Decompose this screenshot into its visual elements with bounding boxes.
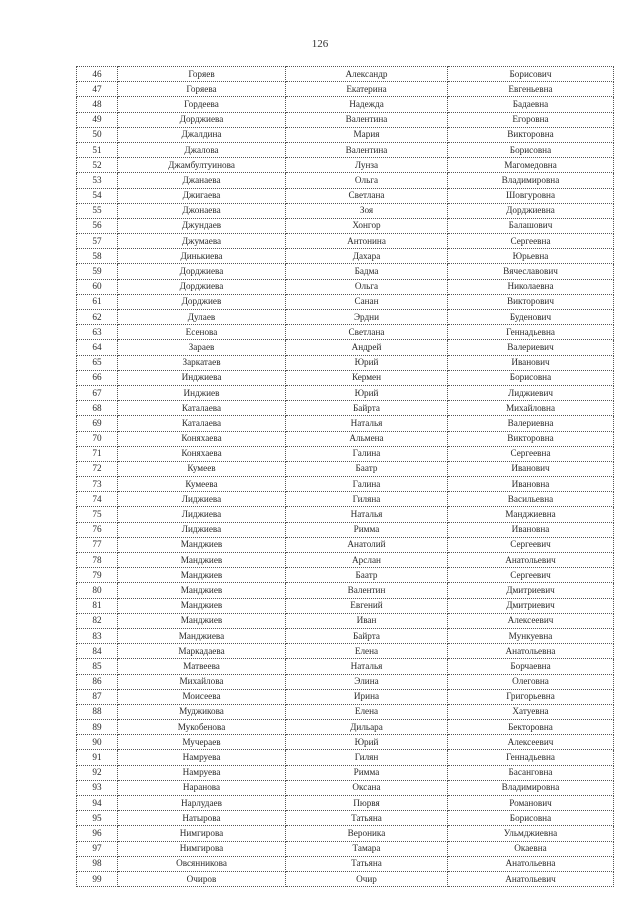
first-name-cell: Татьяна	[286, 856, 448, 871]
table-row	[77, 689, 614, 704]
first-name-cell: Дильара	[286, 720, 448, 735]
patronymic-cell: Алексеевич	[448, 735, 614, 750]
row-number: 92	[77, 765, 118, 780]
patronymic-cell: Егоровна	[448, 112, 614, 127]
surname-cell: Натырова	[118, 811, 286, 826]
first-name-cell: Байрта	[286, 628, 448, 643]
table-row	[77, 522, 614, 537]
table-row	[77, 704, 614, 719]
table-row	[77, 659, 614, 674]
surname-cell: Дорджиева	[118, 264, 286, 279]
patronymic-cell: Ульмджиевна	[448, 826, 614, 841]
surname-cell: Намруева	[118, 750, 286, 765]
patronymic-cell: Владимировна	[448, 173, 614, 188]
surname-cell: Дулаев	[118, 310, 286, 325]
row-number: 82	[77, 613, 118, 628]
first-name-cell: Очир	[286, 871, 448, 886]
table-row	[77, 173, 614, 188]
table-row	[77, 826, 614, 841]
row-number: 54	[77, 188, 118, 203]
row-number: 89	[77, 720, 118, 735]
surname-cell: Матвеева	[118, 659, 286, 674]
row-number: 62	[77, 310, 118, 325]
first-name-cell: Санан	[286, 294, 448, 309]
first-name-cell: Светлана	[286, 188, 448, 203]
first-name-cell: Юрий	[286, 735, 448, 750]
first-name-cell: Баатр	[286, 461, 448, 476]
table-row	[77, 461, 614, 476]
first-name-cell: Римма	[286, 522, 448, 537]
patronymic-cell: Романович	[448, 796, 614, 811]
surname-cell: Манджиев	[118, 537, 286, 552]
surname-cell: Нимгирова	[118, 826, 286, 841]
row-number: 46	[77, 67, 118, 82]
table-row	[77, 856, 614, 871]
table-row	[77, 249, 614, 264]
table-row	[77, 416, 614, 431]
row-number: 71	[77, 446, 118, 461]
surname-cell: Кумеев	[118, 461, 286, 476]
surname-cell: Михайлова	[118, 674, 286, 689]
patronymic-cell: Басанговна	[448, 765, 614, 780]
row-number: 57	[77, 234, 118, 249]
surname-cell: Лиджиева	[118, 522, 286, 537]
first-name-cell: Иван	[286, 613, 448, 628]
surname-cell: Кумеева	[118, 477, 286, 492]
patronymic-cell: Балашович	[448, 218, 614, 233]
surname-cell: Моисеева	[118, 689, 286, 704]
surname-cell: Мучераев	[118, 735, 286, 750]
patronymic-cell: Вячеславович	[448, 264, 614, 279]
row-number: 68	[77, 401, 118, 416]
table-row	[77, 841, 614, 856]
row-number: 52	[77, 158, 118, 173]
row-number: 96	[77, 826, 118, 841]
table-row	[77, 583, 614, 598]
row-number: 64	[77, 340, 118, 355]
first-name-cell: Хонгор	[286, 218, 448, 233]
surname-cell: Джамбултуинова	[118, 158, 286, 173]
patronymic-cell: Валериевич	[448, 340, 614, 355]
row-number: 74	[77, 492, 118, 507]
first-name-cell: Татьяна	[286, 811, 448, 826]
patronymic-cell: Олеговна	[448, 674, 614, 689]
table-row	[77, 325, 614, 340]
row-number: 50	[77, 127, 118, 142]
row-number: 99	[77, 871, 118, 886]
table-row	[77, 188, 614, 203]
row-number: 59	[77, 264, 118, 279]
patronymic-cell: Михайловна	[448, 401, 614, 416]
surname-cell: Джанаева	[118, 173, 286, 188]
surname-cell: Манджиев	[118, 568, 286, 583]
surname-cell: Каталаева	[118, 416, 286, 431]
patronymic-cell: Викторовна	[448, 127, 614, 142]
patronymic-cell: Манджиевна	[448, 507, 614, 522]
row-number: 65	[77, 355, 118, 370]
patronymic-cell: Сергеевич	[448, 568, 614, 583]
table-row	[77, 127, 614, 142]
first-name-cell: Елена	[286, 704, 448, 719]
row-number: 81	[77, 598, 118, 613]
first-name-cell: Оксана	[286, 780, 448, 795]
patronymic-cell: Сергеевна	[448, 446, 614, 461]
row-number: 70	[77, 431, 118, 446]
table-row	[77, 82, 614, 97]
row-number: 91	[77, 750, 118, 765]
patronymic-cell: Николаевна	[448, 279, 614, 294]
patronymic-cell: Григорьевна	[448, 689, 614, 704]
table-row	[77, 142, 614, 157]
surname-cell: Манджиев	[118, 598, 286, 613]
row-number: 86	[77, 674, 118, 689]
table-row	[77, 310, 614, 325]
patronymic-cell: Сергеевна	[448, 234, 614, 249]
roster-body	[77, 67, 614, 887]
surname-cell: Есенова	[118, 325, 286, 340]
first-name-cell: Галина	[286, 477, 448, 492]
patronymic-cell: Викторович	[448, 294, 614, 309]
surname-cell: Дорджиева	[118, 279, 286, 294]
surname-cell: Манджиева	[118, 628, 286, 643]
first-name-cell: Альмена	[286, 431, 448, 446]
row-number: 48	[77, 97, 118, 112]
patronymic-cell: Дмитриевич	[448, 583, 614, 598]
patronymic-cell: Юрьевна	[448, 249, 614, 264]
patronymic-cell: Алексеевич	[448, 613, 614, 628]
surname-cell: Джундаев	[118, 218, 286, 233]
surname-cell: Нарлудаев	[118, 796, 286, 811]
surname-cell: Джумаева	[118, 234, 286, 249]
table-row	[77, 234, 614, 249]
first-name-cell: Андрей	[286, 340, 448, 355]
row-number: 88	[77, 704, 118, 719]
patronymic-cell: Борисович	[448, 67, 614, 82]
patronymic-cell: Лиджиевич	[448, 385, 614, 400]
table-row	[77, 720, 614, 735]
roster-table	[76, 66, 614, 887]
table-row	[77, 750, 614, 765]
surname-cell: Горяева	[118, 82, 286, 97]
patronymic-cell: Шовгуровна	[448, 188, 614, 203]
row-number: 77	[77, 537, 118, 552]
surname-cell: Джалдина	[118, 127, 286, 142]
first-name-cell: Мария	[286, 127, 448, 142]
table-row	[77, 628, 614, 643]
first-name-cell: Байрта	[286, 401, 448, 416]
row-number: 58	[77, 249, 118, 264]
table-row	[77, 568, 614, 583]
surname-cell: Намруева	[118, 765, 286, 780]
first-name-cell: Лунза	[286, 158, 448, 173]
table-row	[77, 97, 614, 112]
row-number: 69	[77, 416, 118, 431]
first-name-cell: Тамара	[286, 841, 448, 856]
patronymic-cell: Викторовна	[448, 431, 614, 446]
surname-cell: Мукобенова	[118, 720, 286, 735]
surname-cell: Дорджиев	[118, 294, 286, 309]
table-row	[77, 446, 614, 461]
patronymic-cell: Борисовна	[448, 370, 614, 385]
surname-cell: Манджиев	[118, 613, 286, 628]
table-row	[77, 492, 614, 507]
table-row	[77, 340, 614, 355]
patronymic-cell: Ивановна	[448, 522, 614, 537]
row-number: 51	[77, 142, 118, 157]
row-number: 87	[77, 689, 118, 704]
first-name-cell: Наталья	[286, 416, 448, 431]
surname-cell: Нимгирова	[118, 841, 286, 856]
table-row	[77, 598, 614, 613]
surname-cell: Инджиев	[118, 385, 286, 400]
surname-cell: Зараев	[118, 340, 286, 355]
patronymic-cell: Дмитриевич	[448, 598, 614, 613]
table-row	[77, 203, 614, 218]
table-row	[77, 158, 614, 173]
first-name-cell: Гиляна	[286, 492, 448, 507]
table-row	[77, 613, 614, 628]
row-number: 49	[77, 112, 118, 127]
first-name-cell: Вероника	[286, 826, 448, 841]
table-row	[77, 385, 614, 400]
row-number: 85	[77, 659, 118, 674]
table-row	[77, 370, 614, 385]
first-name-cell: Пюрвя	[286, 796, 448, 811]
first-name-cell: Евгений	[286, 598, 448, 613]
row-number: 94	[77, 796, 118, 811]
patronymic-cell: Иванович	[448, 461, 614, 476]
table-row	[77, 871, 614, 886]
surname-cell: Динькиева	[118, 249, 286, 264]
table-row	[77, 218, 614, 233]
table-row	[77, 279, 614, 294]
table-row	[77, 735, 614, 750]
row-number: 90	[77, 735, 118, 750]
surname-cell: Лиджиева	[118, 507, 286, 522]
surname-cell: Джалова	[118, 142, 286, 157]
patronymic-cell: Анатольевна	[448, 856, 614, 871]
surname-cell: Гордеева	[118, 97, 286, 112]
table-row	[77, 644, 614, 659]
row-number: 79	[77, 568, 118, 583]
first-name-cell: Александр	[286, 67, 448, 82]
patronymic-cell: Магомедовна	[448, 158, 614, 173]
first-name-cell: Валентина	[286, 142, 448, 157]
patronymic-cell: Сергеевич	[448, 537, 614, 552]
first-name-cell: Юрий	[286, 385, 448, 400]
row-number: 60	[77, 279, 118, 294]
surname-cell: Наранова	[118, 780, 286, 795]
patronymic-cell: Валериевна	[448, 416, 614, 431]
patronymic-cell: Борчаевна	[448, 659, 614, 674]
table-row	[77, 401, 614, 416]
surname-cell: Джонаева	[118, 203, 286, 218]
patronymic-cell: Дорджиевна	[448, 203, 614, 218]
row-number: 98	[77, 856, 118, 871]
surname-cell: Маркадаева	[118, 644, 286, 659]
row-number: 76	[77, 522, 118, 537]
row-number: 55	[77, 203, 118, 218]
surname-cell: Инджиева	[118, 370, 286, 385]
row-number: 47	[77, 82, 118, 97]
table-row	[77, 431, 614, 446]
table-row	[77, 796, 614, 811]
patronymic-cell: Хатуевна	[448, 704, 614, 719]
table-row	[77, 765, 614, 780]
table-row	[77, 355, 614, 370]
first-name-cell: Римма	[286, 765, 448, 780]
patronymic-cell: Ивановна	[448, 477, 614, 492]
page-number: 126	[311, 38, 329, 50]
patronymic-cell: Васильевна	[448, 492, 614, 507]
first-name-cell: Екатерина	[286, 82, 448, 97]
row-number: 66	[77, 370, 118, 385]
table-row	[77, 477, 614, 492]
table-row	[77, 811, 614, 826]
first-name-cell: Эрдни	[286, 310, 448, 325]
patronymic-cell: Геннадьевна	[448, 750, 614, 765]
surname-cell: Лиджиева	[118, 492, 286, 507]
table-row	[77, 294, 614, 309]
first-name-cell: Светлана	[286, 325, 448, 340]
first-name-cell: Ирина	[286, 689, 448, 704]
surname-cell: Манджиев	[118, 583, 286, 598]
patronymic-cell: Борисовна	[448, 811, 614, 826]
first-name-cell: Юрий	[286, 355, 448, 370]
first-name-cell: Галина	[286, 446, 448, 461]
patronymic-cell: Иванович	[448, 355, 614, 370]
surname-cell: Овсянникова	[118, 856, 286, 871]
table-row	[77, 264, 614, 279]
surname-cell: Горяев	[118, 67, 286, 82]
first-name-cell: Элина	[286, 674, 448, 689]
first-name-cell: Баатр	[286, 568, 448, 583]
table-row	[77, 112, 614, 127]
surname-cell: Коняхаева	[118, 446, 286, 461]
row-number: 72	[77, 461, 118, 476]
first-name-cell: Гилян	[286, 750, 448, 765]
first-name-cell: Арслан	[286, 553, 448, 568]
patronymic-cell: Окаевна	[448, 841, 614, 856]
first-name-cell: Зоя	[286, 203, 448, 218]
first-name-cell: Надежда	[286, 97, 448, 112]
patronymic-cell: Мункуевна	[448, 628, 614, 643]
row-number: 83	[77, 628, 118, 643]
patronymic-cell: Буденович	[448, 310, 614, 325]
surname-cell: Очиров	[118, 871, 286, 886]
surname-cell: Манджиев	[118, 553, 286, 568]
row-number: 53	[77, 173, 118, 188]
patronymic-cell: Геннадьевна	[448, 325, 614, 340]
row-number: 63	[77, 325, 118, 340]
first-name-cell: Дахара	[286, 249, 448, 264]
patronymic-cell: Бекторовна	[448, 720, 614, 735]
row-number: 93	[77, 780, 118, 795]
first-name-cell: Антонина	[286, 234, 448, 249]
first-name-cell: Елена	[286, 644, 448, 659]
row-number: 56	[77, 218, 118, 233]
patronymic-cell: Анатольевич	[448, 553, 614, 568]
first-name-cell: Ольга	[286, 279, 448, 294]
surname-cell: Муджикова	[118, 704, 286, 719]
patronymic-cell: Владимировна	[448, 780, 614, 795]
row-number: 75	[77, 507, 118, 522]
row-number: 97	[77, 841, 118, 856]
surname-cell: Джигаева	[118, 188, 286, 203]
surname-cell: Каталаева	[118, 401, 286, 416]
first-name-cell: Ольга	[286, 173, 448, 188]
table-row	[77, 674, 614, 689]
patronymic-cell: Бадаевна	[448, 97, 614, 112]
row-number: 61	[77, 294, 118, 309]
first-name-cell: Бадма	[286, 264, 448, 279]
row-number: 84	[77, 644, 118, 659]
row-number: 67	[77, 385, 118, 400]
first-name-cell: Анатолий	[286, 537, 448, 552]
patronymic-cell: Евгеньевна	[448, 82, 614, 97]
table-row	[77, 553, 614, 568]
row-number: 95	[77, 811, 118, 826]
row-number: 73	[77, 477, 118, 492]
table-row	[77, 507, 614, 522]
patronymic-cell: Анатольевич	[448, 871, 614, 886]
patronymic-cell: Борисовна	[448, 142, 614, 157]
patronymic-cell: Анатольевна	[448, 644, 614, 659]
row-number: 78	[77, 553, 118, 568]
surname-cell: Заркатаев	[118, 355, 286, 370]
table-row	[77, 780, 614, 795]
table-row	[77, 67, 614, 82]
first-name-cell: Наталья	[286, 659, 448, 674]
surname-cell: Коняхаева	[118, 431, 286, 446]
surname-cell: Дорджиева	[118, 112, 286, 127]
table-row	[77, 537, 614, 552]
first-name-cell: Наталья	[286, 507, 448, 522]
first-name-cell: Валентин	[286, 583, 448, 598]
row-number: 80	[77, 583, 118, 598]
first-name-cell: Валентина	[286, 112, 448, 127]
first-name-cell: Кермен	[286, 370, 448, 385]
